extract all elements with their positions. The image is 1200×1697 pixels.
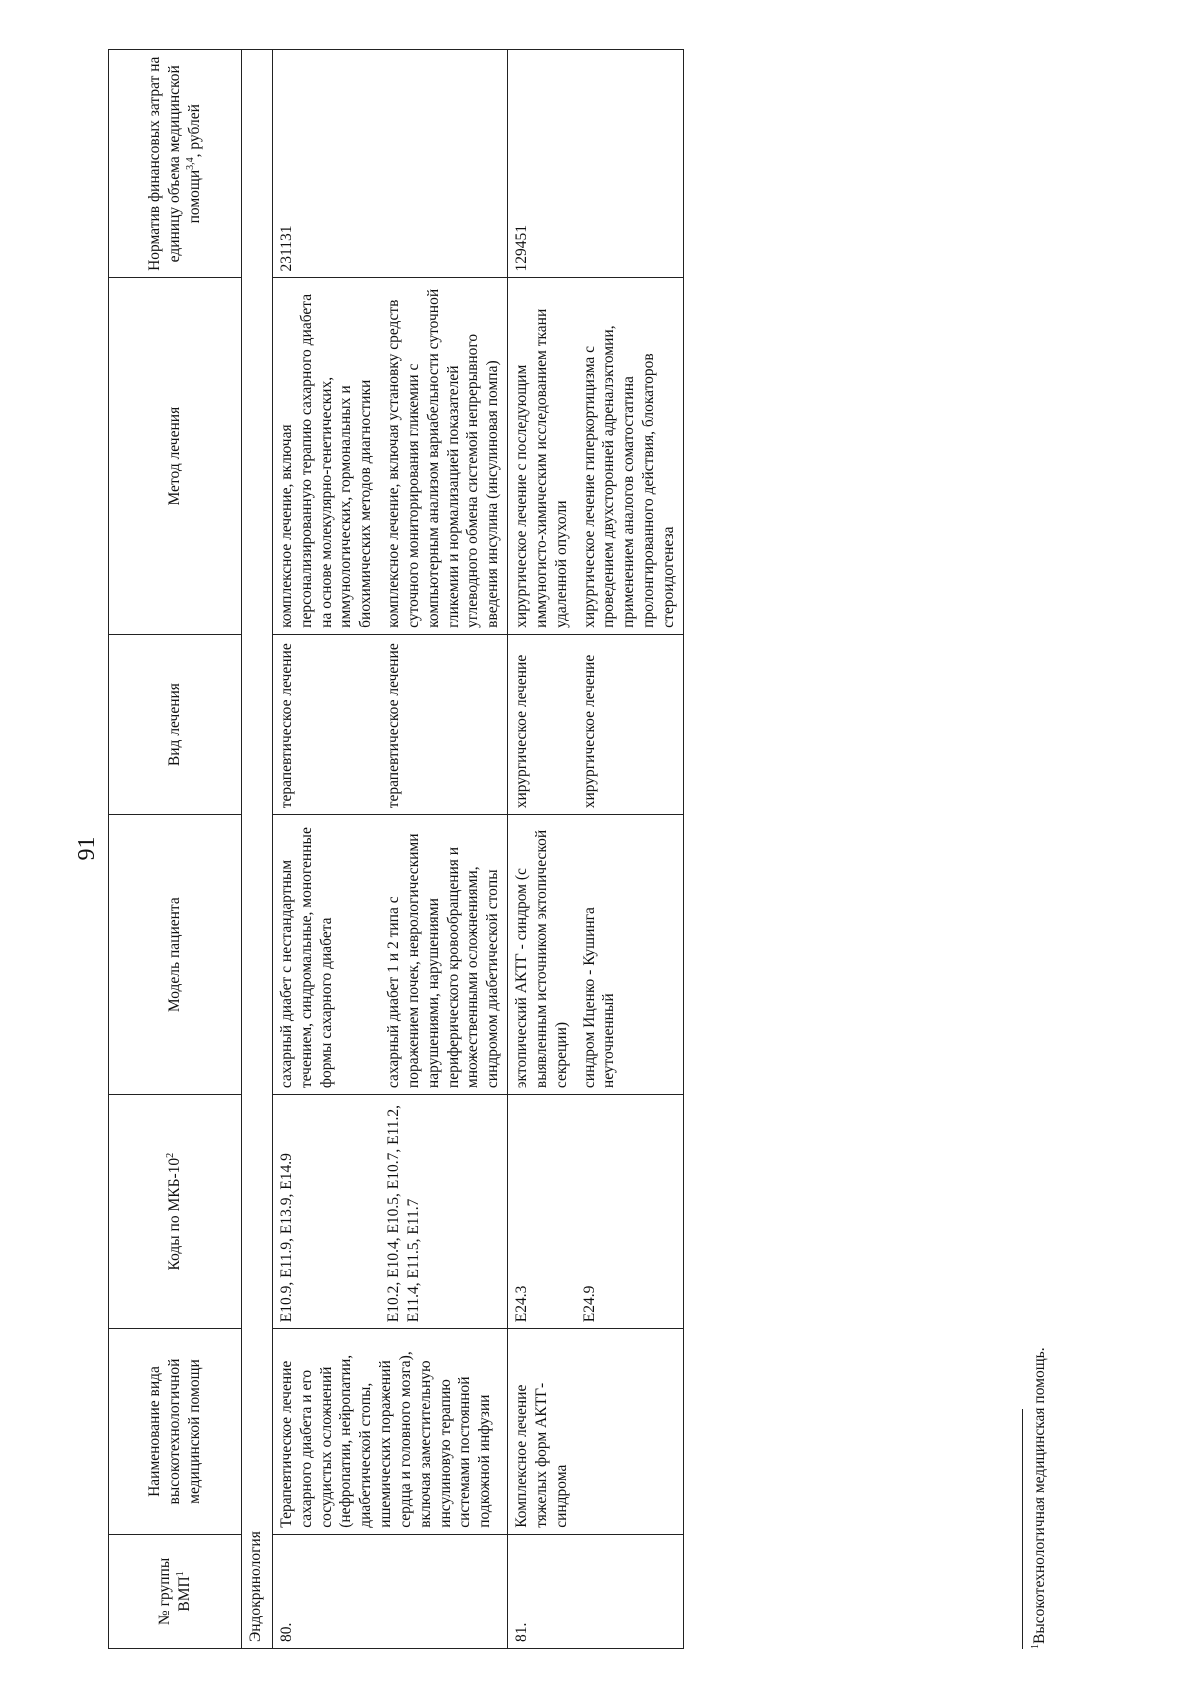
icd-codes: E10.2, E10.4, E10.5, E10.7, E11.2, E11.4, E11.5, E11.7 xyxy=(380,1095,507,1329)
icd-codes: E24.3 xyxy=(508,1095,576,1329)
treatment-type: терапевтическое лечение xyxy=(380,634,507,814)
footnote: $^1$Высокотехнологичная медицинская помощь. xyxy=(1030,1347,1049,1649)
cost-norm: 231131 xyxy=(273,50,508,278)
table-header-row xyxy=(109,50,242,1649)
cost-norm: 129451 xyxy=(508,50,684,278)
table-row xyxy=(273,50,381,1649)
treatment-method: хирургическое лечение гиперкортицизма с проведением двухсторонней адреналэктомии, применением аналогов соматостатина пролонгированного действия, блокаторов стероидогенеза xyxy=(576,278,684,634)
treatment-type: терапевтическое лечение xyxy=(273,634,381,814)
header-icd-codes: Коды по МКБ-$10^2$ xyxy=(109,1095,242,1329)
vmp-name: Терапевтическое лечение сахарного диабета и его сосудистых осложнений (нефропатии, нейропатии, диабетической стопы, ишемических поражений сердца и головного мозга), включая заместительную инсулиновую терапию системами постоянной подкожной инфузии xyxy=(273,1329,508,1535)
vmp-table xyxy=(108,49,684,1649)
group-number: 80. xyxy=(273,1534,508,1648)
header-patient-model: Модель пациента xyxy=(109,815,242,1095)
page-number: 91 xyxy=(74,836,100,861)
patient-model: сахарный диабет 1 и 2 типа с поражением почек, неврологическими нарушениями, нарушениями периферического кровообращения и множественными осложнениями, синдромом диабетической стопы xyxy=(380,815,507,1095)
icd-codes: E10.9, E11.9, E13.9, E14.9 xyxy=(273,1095,381,1329)
header-treatment-type: Вид лечения xyxy=(109,634,242,814)
treatment-method: комплексное лечение, включая персонализированную терапию сахарного диабета на основе молекулярно-генетических, иммунологических, гормональных и биохимических методов диагностики xyxy=(273,278,381,634)
treatment-type: хирургическое лечение xyxy=(576,634,684,814)
header-vmp-name: Наименование вида высокотехнологичной медицинской помощи xyxy=(109,1329,242,1535)
header-group-number: № группы ВМП$^1$ xyxy=(109,1534,242,1648)
treatment-type: хирургическое лечение xyxy=(508,634,576,814)
icd-codes: E24.9 xyxy=(576,1095,684,1329)
section-title: Эндокринология xyxy=(242,50,273,1649)
section-row xyxy=(242,50,273,1649)
group-number: 81. xyxy=(508,1534,684,1648)
header-treatment-method: Метод лечения xyxy=(109,278,242,634)
table-row xyxy=(508,50,576,1649)
patient-model: сахарный диабет с нестандартным течением, синдромальные, моногенные формы сахарного диабета xyxy=(273,815,381,1095)
patient-model: синдром Иценко - Кушинга неуточненный xyxy=(576,815,684,1095)
treatment-method: хирургическое лечение с последующим иммуногисто-химическим исследованием ткани удаленной опухоли xyxy=(508,278,576,634)
vmp-name: Комплексное лечение тяжелых форм АКТГ-синдрома xyxy=(508,1329,684,1535)
header-cost-norm: Норматив финансовых затрат на единицу объема медицинской помощи$^{3,4}$, рублей xyxy=(109,50,242,278)
patient-model: эктопический АКТГ - синдром (с выявленным источником эктопической секреции) xyxy=(508,815,576,1095)
footnote-divider xyxy=(1022,1409,1023,1649)
treatment-method: комплексное лечение, включая установку средств суточного мониторирования гликемии с компьютерным анализом вариабельности суточной гликемии и нормализацией показателей углеводного обмена системой непрерывного введения инсулина (инсулиновая помпа) xyxy=(380,278,507,634)
